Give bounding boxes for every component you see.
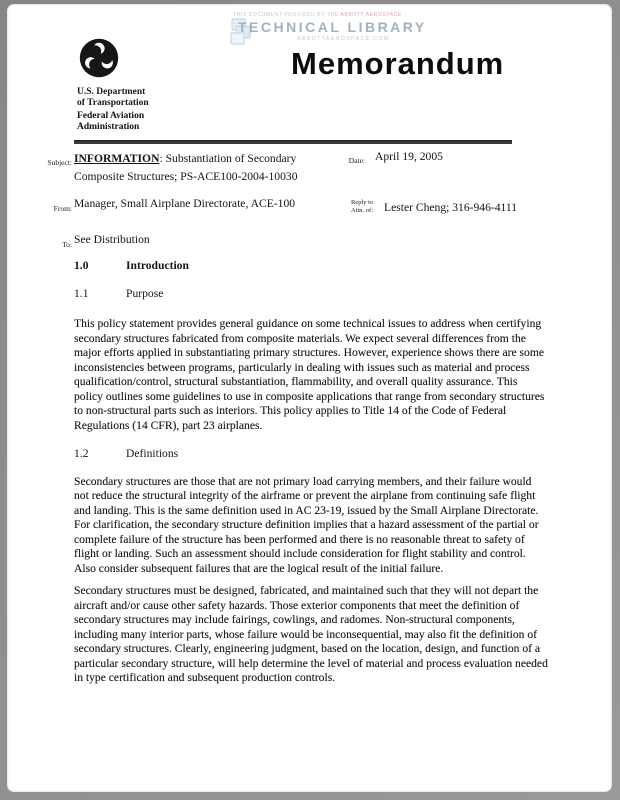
date-label: Date: — [348, 156, 365, 165]
section-title: Introduction — [126, 259, 189, 272]
faa-line1: Federal Aviation — [77, 111, 145, 121]
memo-page — [7, 4, 612, 792]
us-dot-logo — [79, 38, 119, 83]
memo-body — [74, 259, 548, 700]
subject-line1 — [74, 150, 364, 168]
subject-rest: : Substantiation of Secondary — [159, 152, 297, 165]
section-title: Purpose — [126, 286, 164, 300]
watermark-provided-prefix: THIS DOCUMENT PROVIDED BY THE — [233, 12, 341, 18]
from-label: From: — [53, 204, 72, 213]
section-number: 1.2 — [74, 447, 89, 460]
paragraph-purpose: This policy statement provides general guidance on some technical issues to address when certifying secondary structures fabricated from composite materials. We expect several differences from the major efforts applied in substantiating primary structures. However, experience shows there are some inconsistencies between programs, particularly in dealing with issues such as material and process qualification/control, structural substantiation, flammability, and overall quality assurance. This policy outlines some guidelines to use in composite applications that range from secondary structures to non-structural parts such as interiors. This policy applies to Title 14 of the Code of Federal Regulations (14 CFR), part 23 airplanes. — [74, 317, 545, 432]
subject-keyword: INFORMATION — [74, 152, 160, 165]
subject-label: Subject: — [47, 158, 72, 167]
section-heading-1-1 — [74, 287, 548, 302]
watermark-title: TECHNICAL LIBRARY — [238, 19, 427, 35]
section-heading-1-0 — [74, 259, 548, 274]
dept-line1: U.S. Department — [77, 87, 146, 97]
date-value: April 19, 2005 — [375, 150, 443, 163]
header-divider-rule — [74, 140, 512, 144]
faa-line2: Administration — [77, 121, 140, 132]
to-value: See Distribution — [74, 233, 150, 246]
subject-value — [74, 150, 364, 185]
watermark-provided-brand: ABBOTT AEROSPACE — [340, 12, 402, 18]
paragraph-definitions-1: Secondary structures are those that are not primary load carrying members, and their failure would not reduce the structural integrity of the airframe or prevent the airplane from continuing safe flight and landing. This is the same definition used in AC 23-19, issued by the Small Airplane Directorate. For clarification, the secondary structure definition implies that a hazard assessment of the partial or complete failure of the structure has been performed and there is no reasonable threat to safety of flight or landing. Such an assessment should include consideration for flight stability and control. Also consider subsequent failures that are the logical result of the initial failure. — [74, 474, 539, 575]
section-heading-1-2 — [74, 447, 548, 462]
memorandum-title: Memorandum — [291, 46, 505, 81]
subject-line2: Composite Structures; PS-ACE100-2004-10030 — [74, 169, 298, 183]
from-value: Manager, Small Airplane Directorate, ACE-100 — [74, 197, 296, 210]
section-number: 1.0 — [74, 259, 89, 272]
reply-to-label-line2: Attn. of: — [351, 206, 374, 214]
watermark-url: ABBOTTAEROSPACE.COM — [297, 36, 390, 42]
reply-to-label — [351, 199, 383, 214]
to-label: To: — [62, 240, 72, 249]
section-title: Definitions — [126, 447, 179, 460]
reply-to-label-line1: Reply to — [351, 199, 374, 206]
section-number: 1.1 — [74, 286, 89, 300]
paragraph-definitions-2: Secondary structures must be designed, fabricated, and maintained such that they will not depart the aircraft and/or cause other safety hazards. Those exterior components that meet the definition of secondary structures may include fairings, cowlings, and radomes. Non-structural components, including many interior parts, whose failure would be inconsequential, may also fit the definition of secondary structures. Clearly, engineering judgment, based on the location, design, and function of a particular secondary structure, will help determine the level of material and process evaluation needed in type certification and subsequent production controls. — [74, 584, 548, 684]
faa-label — [77, 111, 144, 132]
dept-line2: of Transportation — [77, 97, 149, 108]
dept-of-transportation-label — [77, 87, 149, 108]
watermark-provided-line — [233, 12, 453, 18]
reply-to-value: Lester Cheng; 316-946-4111 — [384, 201, 518, 214]
